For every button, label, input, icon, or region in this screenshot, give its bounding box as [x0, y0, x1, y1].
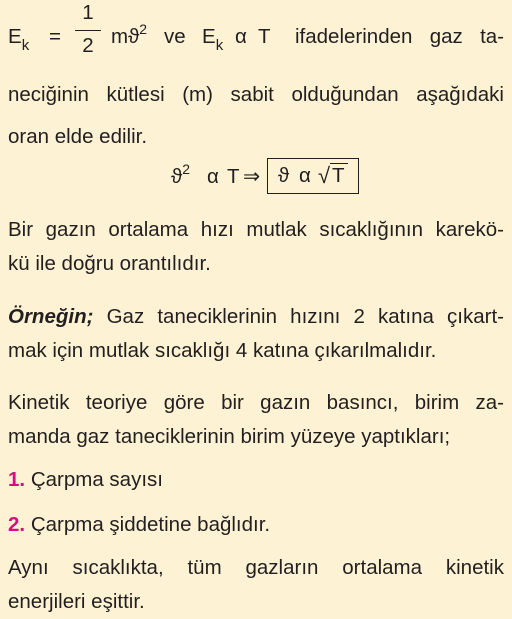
intro-line3: oran elde edilir. [8, 125, 148, 148]
box-temperature: T [332, 164, 345, 187]
temperature-symbol: T [258, 25, 271, 48]
para3-line1: Aynı sıcaklıkta, tüm gazların ortalama kinetik [8, 556, 504, 579]
square-root-icon: √ [318, 163, 331, 188]
text-page [8, 0, 504, 619]
list-number: 1. [8, 468, 26, 491]
mass-velocity-term: $mϑ^2$ [111, 21, 148, 48]
example-line2: mak için mutlak sıcaklığı 4 katına çıkarılmalıdır. [8, 339, 437, 362]
para2-line2: manda gaz taneciklerinin birim yüzeye yaptıkları; [8, 425, 451, 448]
energy-symbol: $E_k$ [8, 25, 30, 54]
energy-symbol-2: $E_k$ [202, 25, 224, 54]
proportional-sign: α [235, 25, 247, 48]
velocity-squared: $ϑ^2$ [171, 161, 191, 188]
box-velocity: ϑ [278, 164, 290, 187]
intro-line1-tail: ifadelerinden gaz ta- [295, 25, 504, 48]
ve-word: ve [164, 25, 186, 48]
equals-sign: = [49, 25, 61, 48]
example-line1: Örneğin; Gaz taneciklerinin hızını 2 katına çıkart- [8, 305, 504, 328]
para3-line2: enerjileri eşittir. [8, 590, 145, 613]
fraction-numerator: 1 [82, 1, 94, 24]
implies-arrow: ⇒ [243, 165, 261, 188]
list-number: 2. [8, 513, 26, 536]
relation-temperature: T [227, 165, 240, 188]
intro-line2: neciğinin kütlesi (m) sabit olduğundan aşağıdaki [8, 83, 504, 106]
boxed-result [267, 158, 359, 194]
fraction-bar [75, 30, 101, 31]
list-item: 1. Çarpma sayısı [8, 468, 163, 491]
para2-line1: Kinetik teoriye göre bir gazın basıncı, birim za- [8, 391, 504, 414]
one-half-fraction [75, 0, 101, 59]
fraction-denominator: 2 [82, 34, 94, 57]
para1-line1: Bir gazın ortalama hızı mutlak sıcaklığının karekö- [8, 218, 504, 241]
velocity-temperature-relation [8, 154, 504, 212]
example-label: Örneğin; [8, 305, 94, 328]
relation-proportional-sign: α [207, 165, 219, 188]
list-item: 2. Çarpma şiddetine bağlıdır. [8, 513, 271, 536]
para1-line2: kü ile doğru orantılıdır. [8, 252, 211, 275]
box-proportional-sign: α [299, 164, 311, 187]
kinetic-energy-formula-line [8, 0, 504, 78]
